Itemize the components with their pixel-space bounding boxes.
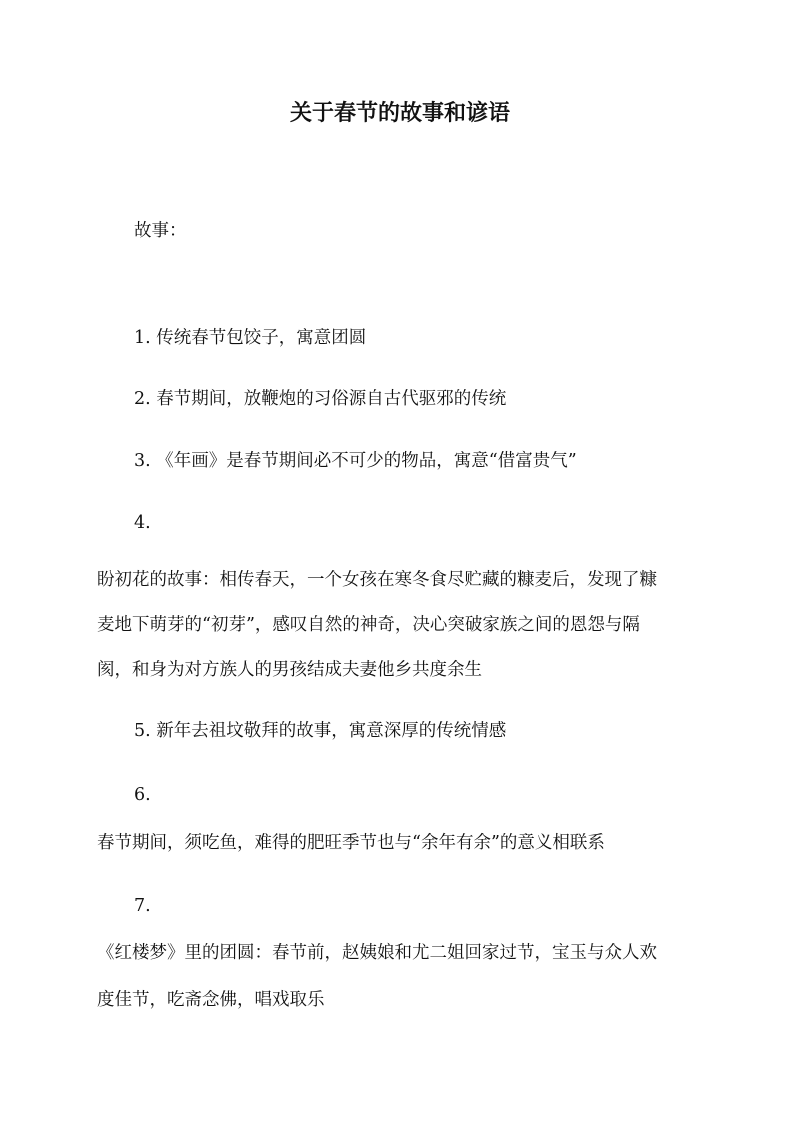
list-item-3: 3. 《年画》是春节期间必不可少的物品，寓意“借富贵气” bbox=[134, 451, 577, 471]
list-item-7-line-1: 《红楼梦》里的团圆：春节前，赵姨娘和尤二姐回家过节，宝玉与众人欢 bbox=[97, 943, 657, 963]
section-heading: 故事： bbox=[134, 221, 187, 241]
list-item-4-line-1: 盼初花的故事：相传春天，一个女孩在寒冬食尽贮藏的糠麦后，发现了糠 bbox=[97, 570, 657, 590]
list-item-1: 1. 传统春节包饺子，寓意团圆 bbox=[134, 328, 367, 348]
document-title: 关于春节的故事和谚语 bbox=[289, 100, 510, 126]
list-item-6-number: 6. bbox=[134, 785, 151, 805]
list-item-4-number: 4. bbox=[134, 513, 151, 533]
list-item-7-number: 7. bbox=[134, 896, 151, 916]
list-item-6-line-1: 春节期间，须吃鱼，难得的肥旺季节也与“余年有余”的意义相联系 bbox=[97, 833, 605, 853]
list-item-4-line-2: 麦地下萌芽的“初芽”，感叹自然的神奇，决心突破家族之间的恩怨与隔 bbox=[97, 615, 640, 635]
list-item-4-line-3: 阂，和身为对方族人的男孩结成夫妻他乡共度余生 bbox=[97, 660, 482, 680]
list-item-5: 5. 新年去祖坟敬拜的故事，寓意深厚的传统情感 bbox=[134, 721, 507, 741]
list-item-7-line-2: 度佳节，吃斋念佛，唱戏取乐 bbox=[97, 990, 325, 1010]
list-item-2: 2. 春节期间，放鞭炮的习俗源自古代驱邪的传统 bbox=[134, 389, 507, 409]
